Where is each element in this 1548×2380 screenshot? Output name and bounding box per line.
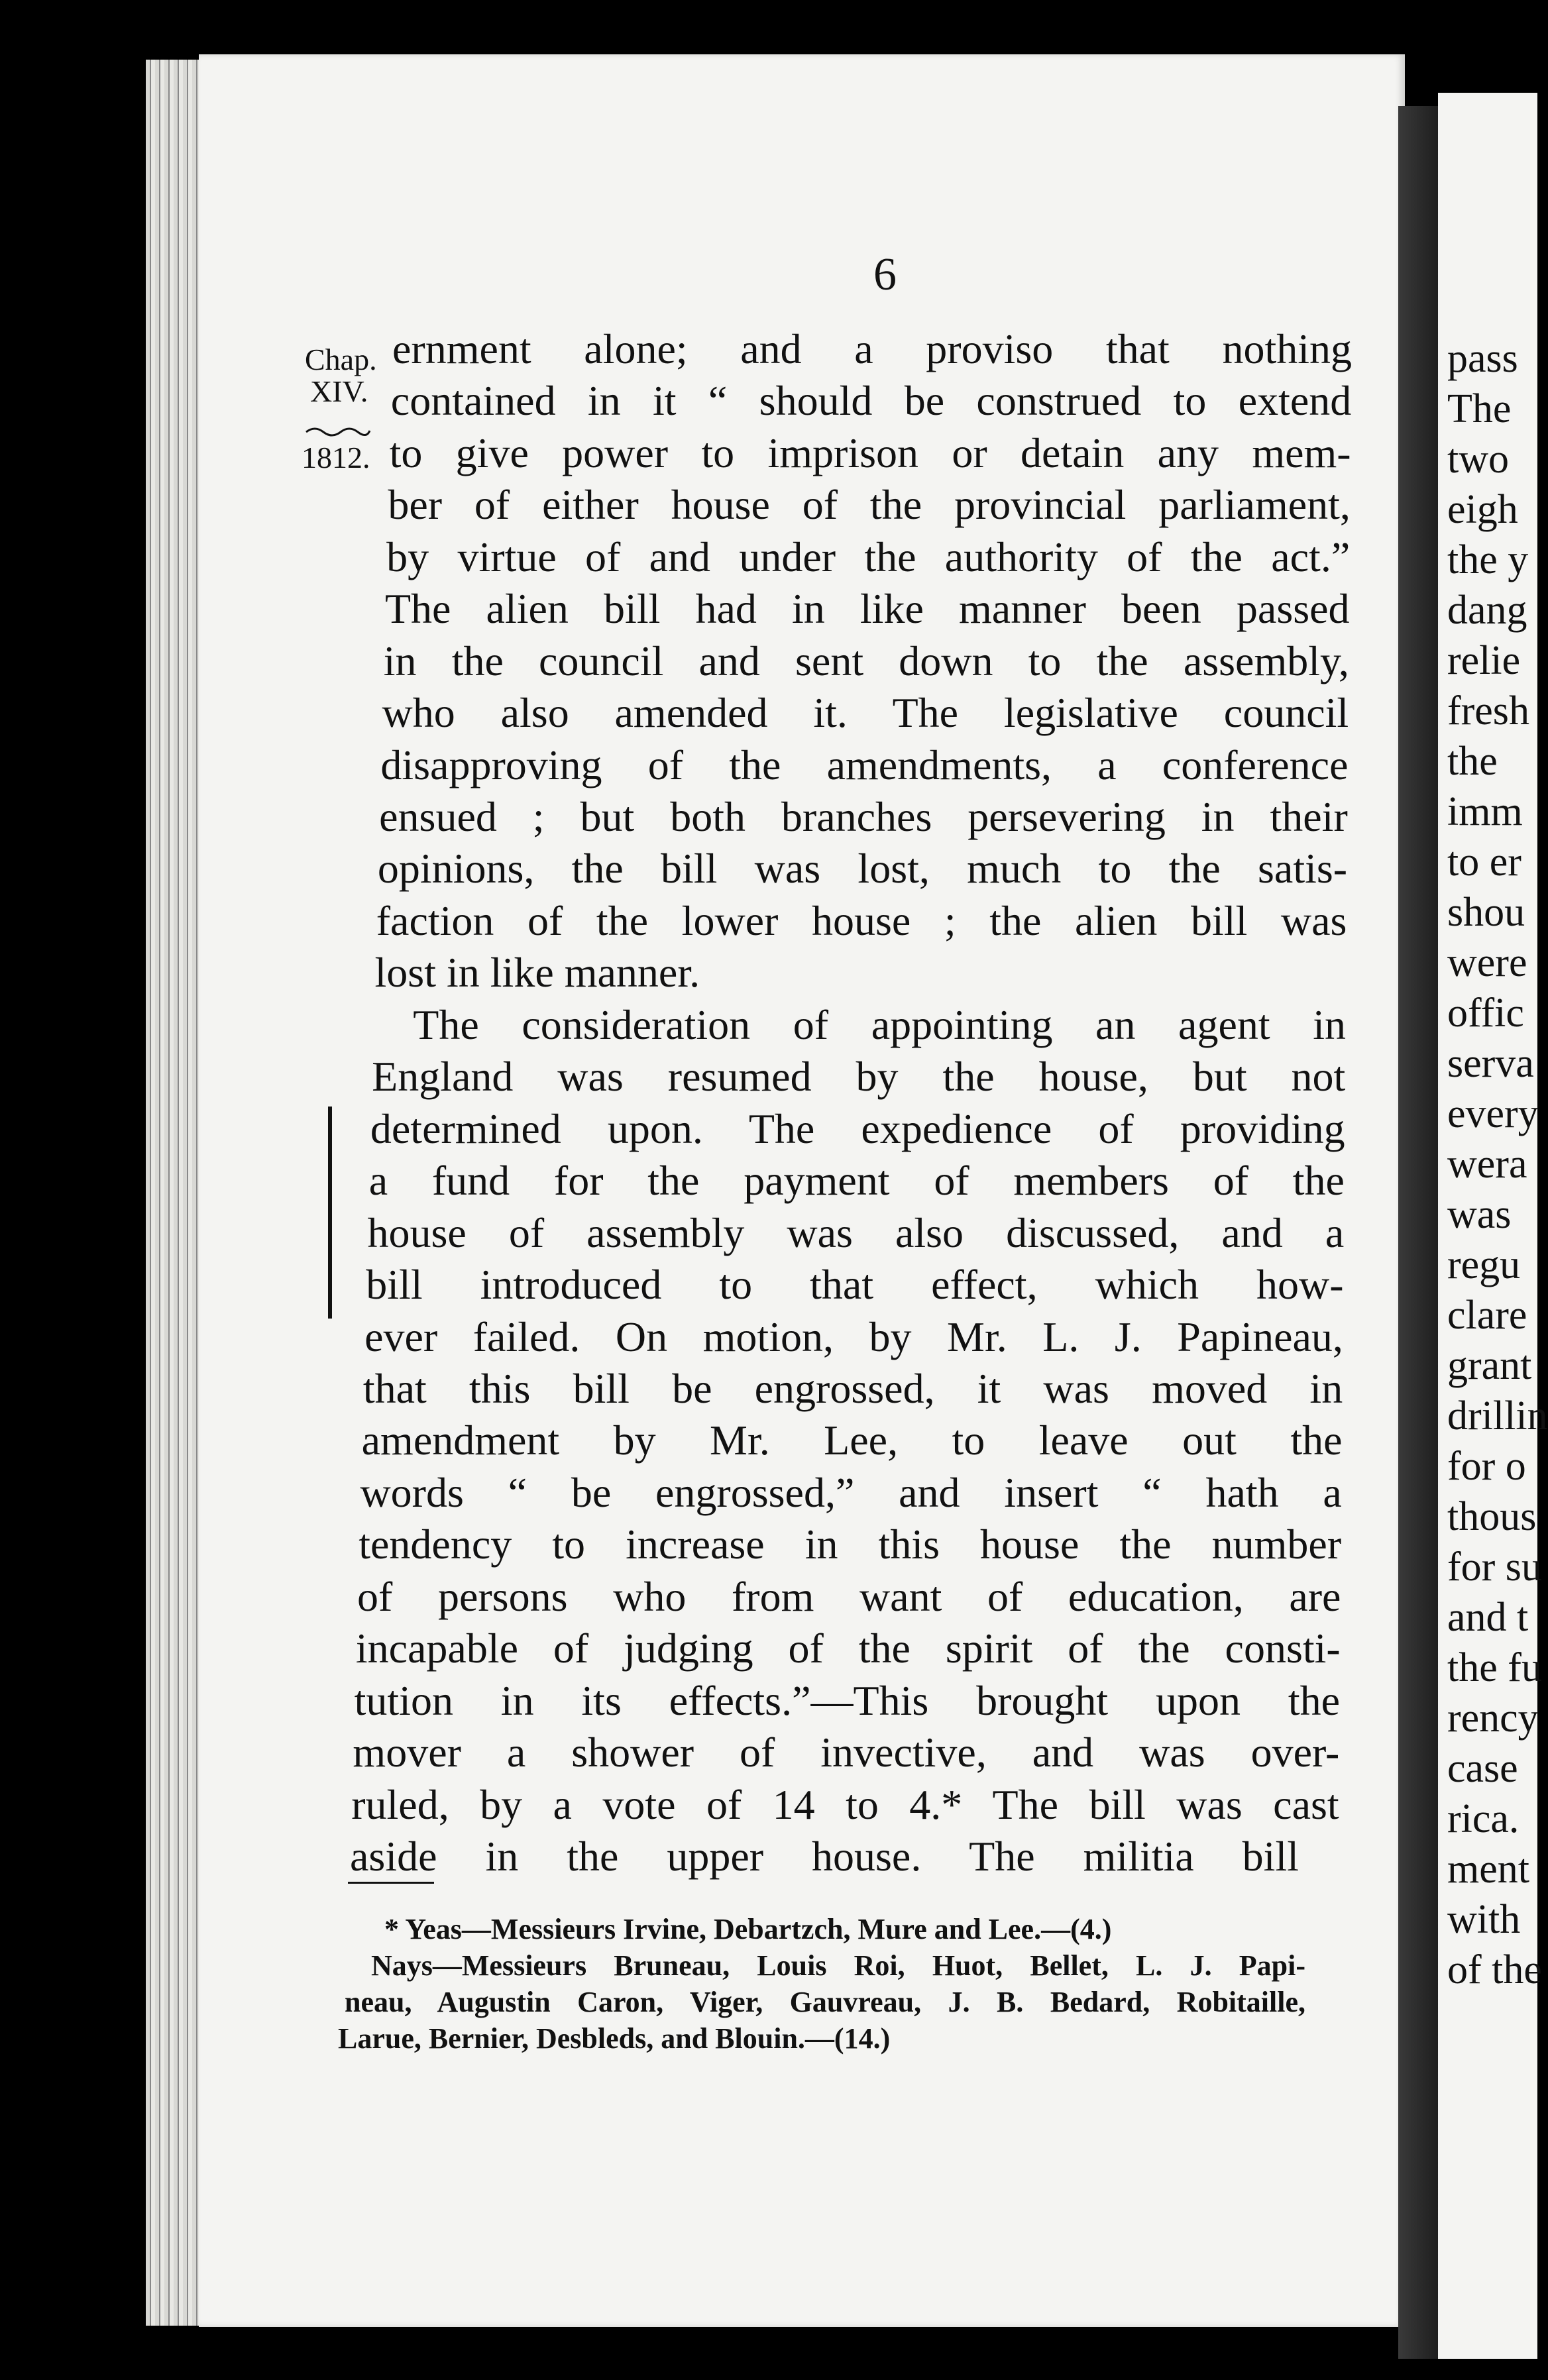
body-line: of persons who from want of education, are <box>357 1572 1341 1620</box>
facing-page-fragment: rica. <box>1447 1796 1520 1841</box>
facing-page-fragment: grant <box>1447 1343 1532 1388</box>
body-line: aside in the upper house. The militia bill <box>350 1833 1299 1880</box>
body-line: that this bill be engrossed, it was moved in <box>362 1364 1343 1412</box>
facing-page-fragment: rency <box>1447 1696 1539 1741</box>
body-line: words “ be engrossed,” and insert “ hath a <box>360 1468 1342 1516</box>
facing-page-fragment: relie <box>1447 638 1521 683</box>
facing-page-fragment: fresh <box>1447 688 1529 733</box>
margin-bar <box>328 1107 332 1319</box>
facing-page-fragment: case <box>1447 1746 1518 1791</box>
facing-page-fragment: pass <box>1447 336 1518 381</box>
body-line: a fund for the payment of members of the <box>368 1157 1345 1205</box>
facing-page-fragment: for su <box>1447 1544 1542 1590</box>
footnote-line: Larue, Bernier, Desbleds, and Blouin.—(14.) <box>338 2022 891 2055</box>
facing-page-fragment: for o <box>1447 1444 1526 1489</box>
margin-chapter-number: XIV. <box>310 374 368 408</box>
facing-page-fragment: the fu <box>1447 1645 1542 1690</box>
body-line: ruled, by a vote of 14 to 4.* The bill was cast <box>351 1780 1339 1828</box>
body-line: who also amended it. The legislative council <box>382 689 1349 737</box>
facing-page-fragment: to er <box>1447 839 1521 885</box>
body-line: faction of the lower house ; the alien bill was <box>376 896 1347 944</box>
facing-page-fragment: was <box>1447 1192 1512 1237</box>
body-line: contained in it “ should be construed to extend <box>390 377 1352 425</box>
facing-page-fragment: every <box>1447 1091 1539 1136</box>
page-edges <box>146 60 205 2326</box>
body-line: England was resumed by the house, but not <box>372 1053 1346 1101</box>
facing-page-fragment: imm <box>1447 789 1523 834</box>
margin-year: 1812. <box>302 441 370 474</box>
facing-page-fragment: serva <box>1447 1041 1534 1086</box>
body-line: mover a shower of invective, and was over- <box>353 1729 1340 1776</box>
facing-page-fragment: dang <box>1447 588 1527 633</box>
facing-page-fragment: the y <box>1447 537 1529 582</box>
body-line: in the council and sent down to the assembly, <box>383 637 1349 684</box>
body-line: amendment by Mr. Lee, to leave out the <box>361 1417 1343 1464</box>
body-line: to give power to imprison or detain any mem- <box>389 429 1351 476</box>
facing-page-fragment: thous <box>1447 1494 1537 1539</box>
facing-page-fragment: with <box>1447 1897 1521 1942</box>
body-line: opinions, the bill was lost, much to the satis- <box>377 845 1348 892</box>
body-line: tution in its effects.”—This brought upon the <box>354 1676 1341 1724</box>
body-line: ernment alone; and a proviso that nothing <box>392 325 1352 372</box>
body-line: ber of either house of the provincial parliament, <box>388 481 1351 529</box>
facing-page-fragment: the <box>1447 739 1498 784</box>
facing-page <box>1438 93 1548 2359</box>
margin-swash-ornament <box>305 424 371 437</box>
facing-page-fragment: eigh <box>1447 487 1518 532</box>
footnote-line: * Yeas—Messieurs Irvine, Debartzch, Mure and Lee.—(4.) <box>384 1913 1112 1945</box>
body-line: by virtue of and under the authority of the act.” <box>386 533 1351 580</box>
body-line: ensued ; but both branches persevering in their <box>379 793 1348 841</box>
footnote-line: Nays—Messieurs Bruneau, Louis Roi, Huot, Bellet, L. J. Papi- <box>371 1949 1305 1982</box>
body-line: The alien bill had in like manner been passed <box>384 585 1350 633</box>
body-line: bill introduced to that effect, which how- <box>366 1261 1344 1309</box>
page-number: 6 <box>873 249 897 300</box>
facing-page-fragment: clare <box>1447 1293 1527 1338</box>
body-line: ever failed. On motion, by Mr. L. J. Papineau, <box>364 1313 1343 1360</box>
body-line: The consideration of appointing an agent in <box>413 1001 1347 1048</box>
margin-chapter: Chap. <box>305 343 377 376</box>
body-line: tendency to increase in this house the number <box>359 1521 1342 1568</box>
body-line: determined upon. The expedience of providing <box>370 1105 1345 1152</box>
facing-page-fragment: and t <box>1447 1595 1529 1640</box>
facing-page-fragment: of the <box>1447 1947 1542 1992</box>
facing-page-fragment: The <box>1447 386 1512 431</box>
facing-page-fragment: offic <box>1447 991 1524 1036</box>
facing-page-fragment: shou <box>1447 890 1525 935</box>
facing-page-fragment: wera <box>1447 1142 1527 1187</box>
footnote-rule <box>348 1882 434 1884</box>
facing-page-fragment: were <box>1447 940 1527 985</box>
facing-page-fragment: two <box>1447 437 1509 482</box>
facing-page-fragment: regu <box>1447 1242 1521 1287</box>
body-line: house of assembly was also discussed, and a <box>367 1209 1345 1256</box>
footnote-line: neau, Augustin Caron, Viger, Gauvreau, J. B. Bedard, Robitaille, <box>345 1986 1305 2018</box>
body-line: incapable of judging of the spirit of the consti- <box>355 1625 1341 1672</box>
body-line: disapproving of the amendments, a conference <box>380 741 1349 788</box>
facing-page-fragment: drillin <box>1447 1393 1548 1438</box>
body-line: lost in like manner. <box>374 949 700 997</box>
facing-page-fragment: ment <box>1447 1847 1529 1892</box>
